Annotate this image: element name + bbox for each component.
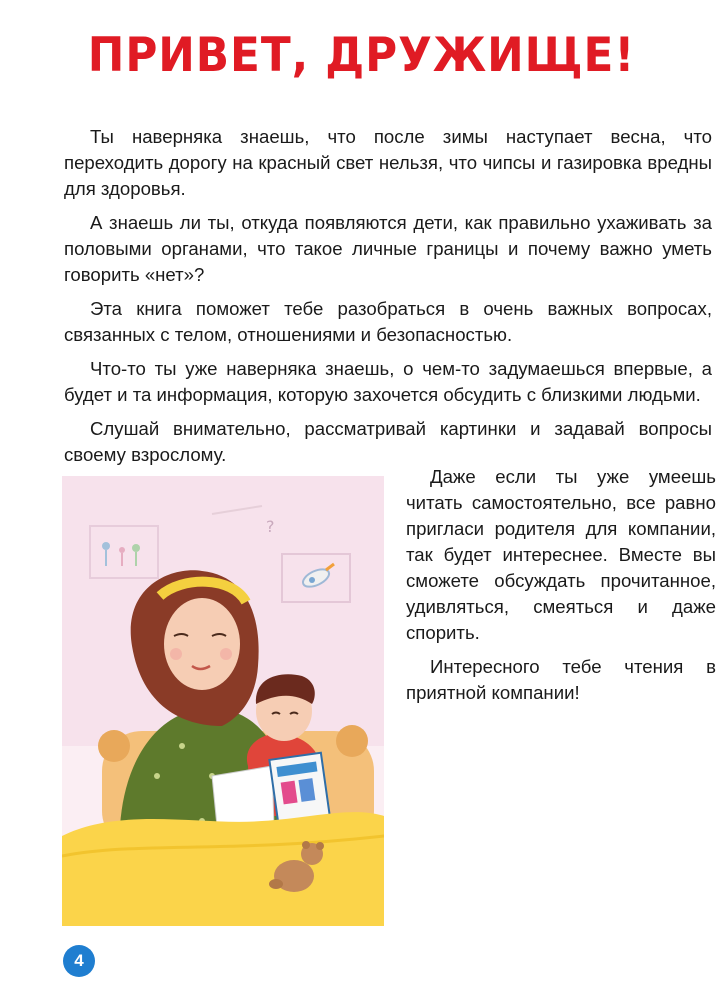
side-paragraph: Даже если ты уже умеешь читать самостоятельно, все равно пригласи родителя для компании, так будет интереснее. Вместе вы сможете обсуждать прочитанное, удивляться, смеяться и даже спорить.	[406, 466, 716, 643]
intro-paragraph: Эта книга поможет тебе разобраться в очень важных вопросах, связанных с телом, отношениями и безопасностью.	[64, 298, 712, 345]
page-title: ПРИВЕТ, ДРУЖИЩЕ!	[87, 28, 636, 83]
intro-paragraph: Что-то ты уже наверняка знаешь, о чем-то задумаешься впервые, а будет и та информация, которую захочется обсудить с близкими людьми.	[64, 358, 712, 405]
side-paragraph: Интересного тебе чтения в приятной компании!	[406, 656, 716, 703]
side-text	[406, 464, 716, 714]
intro-text	[64, 124, 712, 476]
illustration-svg	[62, 476, 384, 926]
svg-text:?: ?	[266, 517, 275, 536]
page-number-badge: 4	[63, 945, 95, 977]
intro-paragraph: Ты наверняка знаешь, что после зимы наступает весна, что переходить дорогу на красный свет нельзя, что чипсы и газировка вредны для здоровья.	[64, 126, 712, 199]
intro-paragraph: А знаешь ли ты, откуда появляются дети, как правильно ухаживать за половыми органами, что такое личные границы и почему важно уметь говорить «нет»?	[64, 212, 712, 285]
intro-paragraph: Слушай внимательно, рассматривай картинки и задавай вопросы своему взрослому.	[64, 418, 712, 465]
mother-reading-illustration	[62, 476, 384, 926]
